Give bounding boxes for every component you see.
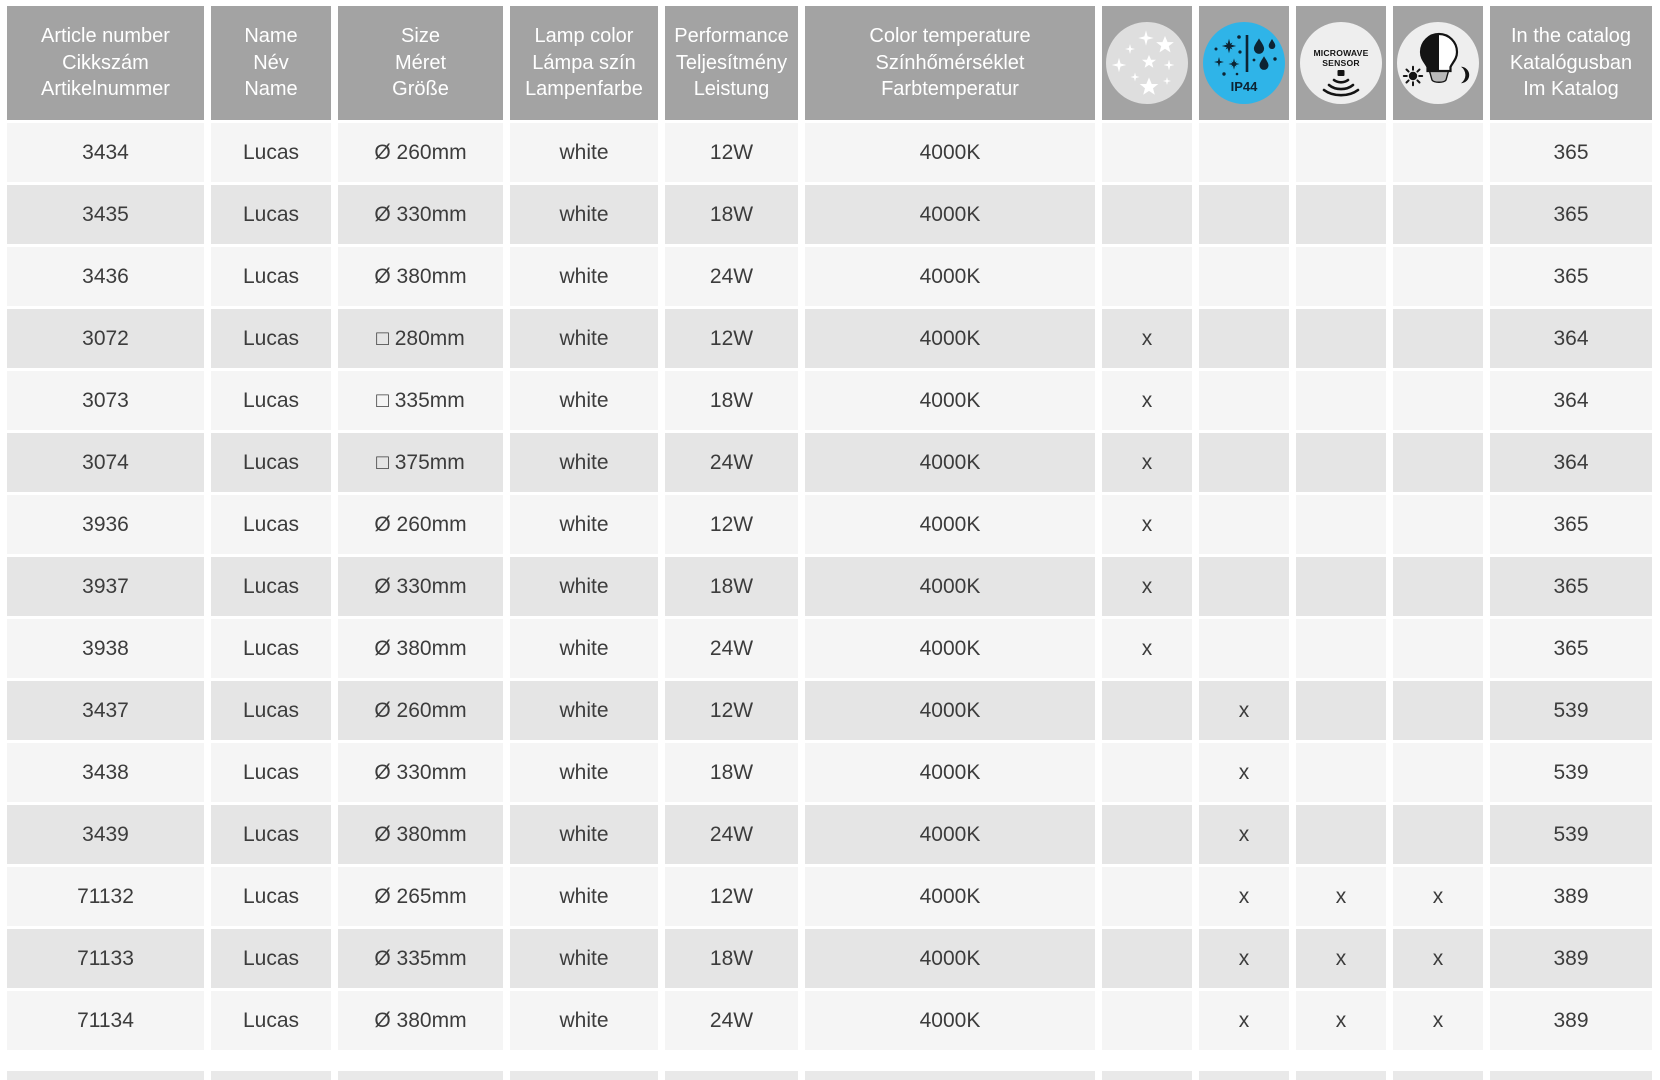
ip44-mark-cell: x [1199,805,1289,864]
article-number-cell: 71133 [7,929,204,988]
color-temperature-cell: 4000K [805,247,1095,306]
day-night-mark-cell [1393,433,1483,492]
lamp-color-cell: white [510,371,658,430]
performance-cell: 24W [665,619,798,678]
header-line: Name [244,25,298,48]
microwave-mark-cell [1296,247,1386,306]
bulb-base [1430,71,1449,82]
size-cell: Ø 260mm [338,123,503,182]
performance-cell: 24W [665,991,798,1050]
microwave-mark-cell: x [1296,991,1386,1050]
performance-cell: 24W [665,433,798,492]
table-row [7,247,1652,306]
header-line: Színhőmérséklet [875,51,1025,74]
col-header-stars-effect [1102,6,1192,120]
table-row [7,123,1652,182]
stars-mark-cell [1102,867,1192,926]
catalog-page-cell: 365 [1490,185,1652,244]
size-cell: Ø 380mm [338,247,503,306]
article-number-cell: 3435 [7,185,204,244]
size-cell: Ø 380mm [338,619,503,678]
name-cell: Lucas [211,247,331,306]
ip44-mark-cell: x [1199,743,1289,802]
catalog-page-cell: 364 [1490,371,1652,430]
article-number-cell: 3936 [7,495,204,554]
lamp-color-cell: white [510,929,658,988]
header-line: Article number [41,25,170,48]
col-header-day-night-sensor [1393,6,1483,120]
name-cell: Lucas [211,619,331,678]
microwave-mark-cell [1296,619,1386,678]
day-night-mark-cell [1393,495,1483,554]
color-temperature-cell: 4000K [805,743,1095,802]
microwave-mark-cell [1296,557,1386,616]
catalog-page-cell: 539 [1490,681,1652,740]
day-night-mark-cell: x [1393,867,1483,926]
col-header-microwave-sensor [1296,6,1386,120]
size-cell: Ø 330mm [338,743,503,802]
day-night-mark-cell [1393,309,1483,368]
microwave-mark-cell [1296,495,1386,554]
name-cell: Lucas [211,681,331,740]
day-night-mark-cell: x [1393,929,1483,988]
day-night-mark-cell [1393,247,1483,306]
color-temperature-cell: 4000K [805,991,1095,1050]
header-line: Méret [394,51,447,74]
col-header-article-number [7,6,204,120]
article-number-cell: 3434 [7,123,204,182]
stars-mark-cell: x [1102,371,1192,430]
stars-mark-cell [1102,1053,1192,1080]
ip44-label: IP44 [1230,79,1258,94]
lamp-color-cell: white [510,247,658,306]
stars-icon [1105,21,1189,105]
day-night-sensor-icon [1396,21,1480,105]
table-row [7,433,1652,492]
day-night-mark-cell [1393,805,1483,864]
col-header-ip44 [1199,6,1289,120]
color-temperature-cell: 4000K [805,867,1095,926]
day-night-mark-cell [1393,619,1483,678]
article-number-cell: 3937 [7,557,204,616]
article-number-cell: 3073 [7,371,204,430]
name-cell: Lucas [211,929,331,988]
size-cell: Ø 380mm [338,991,503,1050]
microwave-mark-cell [1296,123,1386,182]
header-row [7,6,1652,120]
color-temperature-cell: 4000K [805,185,1095,244]
stars-mark-cell [1102,991,1192,1050]
catalog-page-cell: 365 [1490,619,1652,678]
article-number-cell: 71134 [7,991,204,1050]
catalog-page-cell: 365 [1490,247,1652,306]
color-temperature-cell: 4000K [805,557,1095,616]
col-header-color-temperature [805,6,1095,120]
performance-cell [665,1053,798,1080]
article-number-cell [7,1053,204,1080]
size-cell: □ 280mm [338,309,503,368]
name-cell: Lucas [211,805,331,864]
lamp-color-cell: white [510,557,658,616]
ip44-mark-cell [1199,123,1289,182]
size-cell: □ 335mm [338,371,503,430]
color-temperature-cell [805,1053,1095,1080]
header-line: Im Katalog [1523,78,1619,101]
sun-symbol [1404,67,1422,85]
size-cell: Ø 330mm [338,185,503,244]
size-cell: Ø 380mm [338,805,503,864]
catalog-page-cell: 365 [1490,557,1652,616]
lamp-color-cell: white [510,743,658,802]
performance-cell: 18W [665,185,798,244]
lucas-product-table [0,3,1659,1080]
table-row [7,929,1652,988]
microwave-mark-cell: x [1296,867,1386,926]
table-row [7,681,1652,740]
name-cell: Lucas [211,991,331,1050]
header-line: Name [244,78,298,101]
table-row [7,619,1652,678]
header-line: Katalógusban [1509,51,1633,74]
day-night-mark-cell [1393,185,1483,244]
catalog-page-cell: 365 [1490,495,1652,554]
name-cell: Lucas [211,185,331,244]
catalog-page-cell: 539 [1490,805,1652,864]
stars-mark-cell [1102,123,1192,182]
ip44-mark-cell [1199,1053,1289,1080]
day-night-mark-cell [1393,743,1483,802]
stars-mark-cell [1102,247,1192,306]
microwave-label-line1: MICROWAVE [1313,48,1369,58]
lamp-color-cell: white [510,991,658,1050]
microwave-mark-cell: x [1296,929,1386,988]
performance-cell: 12W [665,681,798,740]
col-header-performance [665,6,798,120]
lamp-color-cell: white [510,495,658,554]
header-line: Color temperature [869,25,1031,48]
header-line: Lamp color [534,25,634,48]
stars-mark-cell: x [1102,433,1192,492]
ip44-mark-cell: x [1199,929,1289,988]
header-line: Leistung [693,78,770,101]
stars-mark-cell: x [1102,495,1192,554]
stars-mark-cell [1102,805,1192,864]
col-header-name [211,6,331,120]
name-cell: Lucas [211,867,331,926]
day-night-mark-cell [1393,371,1483,430]
stars-mark-cell [1102,743,1192,802]
name-cell: Lucas [211,433,331,492]
ip44-mark-cell [1199,247,1289,306]
col-header-size [338,6,503,120]
stars-mark-cell [1102,681,1192,740]
stars-mark-cell [1102,185,1192,244]
stars-mark-cell: x [1102,557,1192,616]
size-cell: Ø 265mm [338,867,503,926]
ip44-mark-cell [1199,557,1289,616]
ip44-mark-cell: x [1199,991,1289,1050]
table-row [7,309,1652,368]
name-cell: Lucas [211,371,331,430]
color-temperature-cell: 4000K [805,123,1095,182]
performance-cell: 12W [665,309,798,368]
microwave-mark-cell [1296,681,1386,740]
table-row [7,805,1652,864]
catalog-page-cell: 364 [1490,309,1652,368]
ip44-mark-cell: x [1199,681,1289,740]
header-line: Size [401,25,440,48]
article-number-cell: 3438 [7,743,204,802]
performance-cell: 12W [665,867,798,926]
table-row [7,991,1652,1050]
color-temperature-cell: 4000K [805,309,1095,368]
performance-cell: 18W [665,743,798,802]
color-temperature-cell: 4000K [805,433,1095,492]
catalog-page-cell: 539 [1490,743,1652,802]
performance-cell: 12W [665,495,798,554]
table-body [7,123,1652,1080]
size-cell [338,1053,503,1080]
lamp-color-cell: white [510,681,658,740]
table-row [7,495,1652,554]
day-night-mark-cell [1393,557,1483,616]
article-number-cell: 3938 [7,619,204,678]
microwave-mark-cell [1296,433,1386,492]
col-header-lamp-color [510,6,658,120]
stars-mark-cell: x [1102,309,1192,368]
name-cell: Lucas [211,123,331,182]
ip44-mark-cell [1199,309,1289,368]
table-row-cutoff [7,1053,1652,1080]
lamp-color-cell: white [510,309,658,368]
microwave-sensor-icon [1299,21,1383,105]
performance-cell: 24W [665,247,798,306]
day-night-mark-cell [1393,681,1483,740]
lamp-color-cell [510,1053,658,1080]
day-night-mark-cell [1393,1053,1483,1080]
day-night-mark-cell: x [1393,991,1483,1050]
header-line: Cikkszám [62,51,149,74]
day-night-mark-cell [1393,123,1483,182]
header-line: Farbtemperatur [881,78,1019,101]
performance-cell: 18W [665,929,798,988]
table-row [7,867,1652,926]
color-temperature-cell: 4000K [805,371,1095,430]
catalog-page-cell: 389 [1490,867,1652,926]
table-row [7,185,1652,244]
lamp-color-cell: white [510,433,658,492]
header-line: Lampenfarbe [525,78,643,101]
name-cell: Lucas [211,743,331,802]
catalog-page-cell: 364 [1490,433,1652,492]
color-temperature-cell: 4000K [805,929,1095,988]
microwave-mark-cell [1296,371,1386,430]
microwave-mark-cell [1296,805,1386,864]
ip44-mark-cell: x [1199,867,1289,926]
article-number-cell: 71132 [7,867,204,926]
lamp-color-cell: white [510,123,658,182]
performance-cell: 18W [665,371,798,430]
header-line: Größe [392,78,449,101]
col-header-in-the-catalog [1490,6,1652,120]
table-row [7,557,1652,616]
article-number-cell: 3437 [7,681,204,740]
catalog-page-cell: 365 [1490,123,1652,182]
performance-cell: 12W [665,123,798,182]
article-number-cell: 3439 [7,805,204,864]
catalog-page-cell [1490,1053,1652,1080]
article-number-cell: 3436 [7,247,204,306]
ip44-mark-cell [1199,371,1289,430]
header-line: Teljesítmény [675,51,788,74]
header-line: Név [253,51,289,74]
size-cell: □ 375mm [338,433,503,492]
microwave-label-line2: SENSOR [1322,58,1360,68]
size-cell: Ø 260mm [338,681,503,740]
name-cell: Lucas [211,309,331,368]
color-temperature-cell: 4000K [805,495,1095,554]
name-cell [211,1053,331,1080]
ip44-mark-cell [1199,185,1289,244]
ip44-icon [1202,21,1286,105]
lamp-color-cell: white [510,185,658,244]
performance-cell: 18W [665,557,798,616]
size-cell: Ø 335mm [338,929,503,988]
name-cell: Lucas [211,557,331,616]
size-cell: Ø 260mm [338,495,503,554]
ip44-mark-cell [1199,495,1289,554]
table-row [7,743,1652,802]
header-line: Lámpa szín [532,51,636,74]
stars-mark-cell: x [1102,619,1192,678]
stars-mark-cell [1102,929,1192,988]
microwave-mark-cell [1296,309,1386,368]
color-temperature-cell: 4000K [805,619,1095,678]
emitter-square [1338,70,1345,76]
name-cell: Lucas [211,495,331,554]
color-temperature-cell: 4000K [805,805,1095,864]
header-line: Artikelnummer [41,78,170,101]
lamp-color-cell: white [510,619,658,678]
microwave-mark-cell [1296,185,1386,244]
header-line: In the catalog [1510,25,1632,48]
article-number-cell: 3072 [7,309,204,368]
ip44-mark-cell [1199,433,1289,492]
microwave-mark-cell [1296,1053,1386,1080]
lamp-color-cell: white [510,867,658,926]
ip44-mark-cell [1199,619,1289,678]
table-row [7,371,1652,430]
header-line: Performance [674,25,789,48]
lamp-color-cell: white [510,805,658,864]
catalog-page-cell: 389 [1490,929,1652,988]
color-temperature-cell: 4000K [805,681,1095,740]
microwave-mark-cell [1296,743,1386,802]
article-number-cell: 3074 [7,433,204,492]
catalog-page-cell: 389 [1490,991,1652,1050]
performance-cell: 24W [665,805,798,864]
size-cell: Ø 330mm [338,557,503,616]
